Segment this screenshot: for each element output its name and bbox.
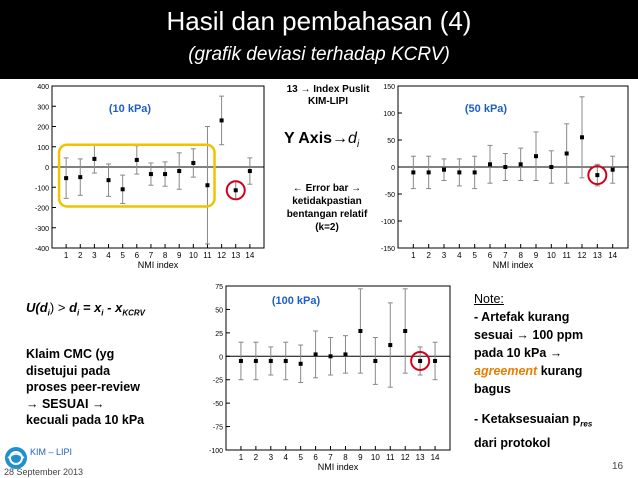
x-axis-label: NMI index (137, 260, 179, 268)
slide-title: Hasil dan pembahasan (4) (166, 6, 472, 36)
y-tick-label: -50 (212, 401, 223, 409)
note-line-4 (474, 362, 592, 380)
data-point (78, 175, 82, 179)
y-axis-note-prefix: Y Axis→ (284, 130, 349, 147)
x-tick-label: 14 (430, 453, 440, 462)
data-point (92, 157, 96, 161)
y-tick-label: 0 (45, 165, 49, 172)
data-point (107, 178, 111, 182)
y-tick-label: 0 (391, 165, 395, 172)
x-tick-label: 6 (134, 251, 140, 260)
x-tick-label: 4 (283, 453, 288, 462)
x-tick-label: 13 (592, 251, 602, 260)
x-tick-label: 5 (472, 251, 477, 260)
y-tick-label: 75 (215, 284, 223, 291)
x-tick-label: 7 (328, 453, 333, 462)
x-tick-label: 10 (188, 251, 198, 260)
data-point (611, 168, 615, 172)
x-tick-label: 10 (370, 453, 380, 462)
index-annotation: 13 → Index Puslit KIM-LIPI (286, 84, 370, 107)
data-point (473, 170, 477, 174)
y-tick-label: 50 (215, 307, 223, 315)
data-point (239, 359, 243, 363)
note-line-3: pada 10 kPa → (474, 346, 563, 360)
footer-date: 28 September 2013 (4, 467, 84, 477)
chart-50kpa-svg (366, 80, 636, 268)
data-point (388, 343, 392, 347)
formula-kcrv: KCRV (122, 308, 145, 318)
y-tick-label: -150 (380, 246, 395, 253)
error-bar-note: ← Error bar → ketidakpastian bentangan relatif (k=2) (286, 183, 368, 233)
x-tick-label: 2 (78, 251, 83, 260)
x-tick-label: 11 (562, 251, 571, 260)
note-kurang: kurang (537, 364, 583, 378)
formula-sub: i (47, 308, 50, 318)
y-tick-label: -200 (34, 205, 49, 213)
formula-d: d (39, 300, 48, 315)
x-tick-label: 1 (238, 453, 244, 462)
y-tick-label: 150 (383, 84, 395, 91)
claim-line-3: proses peer-review (26, 380, 140, 394)
x-tick-label: 12 (577, 251, 587, 260)
data-point (299, 362, 303, 366)
y-tick-label: 100 (383, 111, 395, 118)
y-axis-note (284, 130, 359, 150)
y-tick-label: 0 (219, 354, 223, 362)
chart-10kpa (18, 80, 273, 268)
data-point (314, 352, 318, 356)
claim-block (26, 346, 144, 429)
formula-d-2: d (69, 300, 78, 315)
x-tick-label: 10 (546, 251, 556, 260)
deviation-formula (26, 300, 145, 318)
y-tick-label: -75 (212, 424, 223, 432)
y-tick-label: 100 (37, 144, 49, 152)
chart-title: (100 kPa) (271, 295, 321, 307)
data-point (149, 172, 153, 176)
y-tick-label: -100 (34, 185, 49, 193)
x-axis-label: NMI index (492, 260, 534, 268)
y-tick-label: -300 (34, 225, 49, 233)
slide-subtitle: (grafik deviasi terhadap KCRV) (188, 44, 450, 65)
claim-line-2: disetujui pada (26, 363, 111, 378)
x-tick-label: 2 (253, 453, 259, 462)
data-point (269, 359, 273, 363)
footer-org: KIM – LIPI (30, 447, 73, 457)
note-title: Note: (474, 292, 504, 306)
x-tick-label: 6 (487, 251, 493, 260)
note-line-2: sesuai → 100 ppm (474, 328, 584, 342)
data-point (121, 187, 125, 191)
x-tick-label: 8 (162, 251, 168, 260)
x-tick-label: 5 (298, 453, 303, 462)
data-point (457, 170, 461, 174)
x-tick-label: 2 (426, 251, 431, 260)
x-tick-label: 8 (343, 453, 348, 462)
note2-prefix: - Ketaksesuaian p (474, 412, 581, 426)
formula-sub-3: i (101, 308, 104, 318)
data-point (191, 161, 195, 165)
x-tick-label: 3 (441, 251, 447, 260)
data-point (519, 162, 523, 166)
data-point (220, 118, 224, 122)
x-tick-label: 4 (457, 251, 462, 260)
y-tick-label: -100 (380, 219, 395, 226)
claim-line-1: Klaim CMC (yg (26, 347, 115, 361)
data-point (488, 162, 492, 166)
formula-gt: ) > (49, 300, 70, 315)
x-tick-label: 13 (415, 453, 425, 462)
x-tick-label: 7 (503, 251, 508, 260)
x-tick-label: 7 (148, 251, 154, 260)
y-tick-label: 50 (387, 138, 395, 145)
note-agreement: agreement (474, 364, 538, 378)
data-point (534, 154, 538, 158)
y-tick-label: -50 (384, 192, 395, 199)
data-point (163, 172, 167, 176)
y-tick-label: 400 (37, 84, 49, 91)
data-point (248, 169, 252, 173)
data-point (442, 168, 446, 172)
data-point (549, 165, 553, 169)
y-tick-label: 300 (37, 104, 49, 112)
x-tick-label: 1 (411, 251, 416, 260)
chart-title: (50 kPa) (464, 103, 508, 115)
x-tick-label: 8 (518, 251, 523, 260)
formula-minus: - x (103, 300, 123, 315)
x-tick-label: 1 (63, 251, 69, 260)
chart-50kpa (366, 80, 636, 268)
y-tick-label: -400 (34, 246, 49, 253)
data-point (411, 170, 415, 174)
note2-line-1 (474, 410, 592, 434)
x-tick-label: 5 (120, 251, 125, 260)
x-tick-label: 12 (400, 453, 410, 462)
data-point (205, 183, 209, 187)
x-tick-label: 11 (203, 251, 212, 260)
data-point (580, 135, 584, 139)
x-tick-label: 3 (92, 251, 97, 260)
data-point (373, 359, 377, 363)
x-axis-label: NMI index (317, 462, 359, 472)
y-tick-label: 25 (215, 330, 223, 338)
data-point (427, 170, 431, 174)
data-point (343, 352, 347, 356)
x-tick-label: 11 (386, 453, 395, 462)
x-tick-label: 14 (245, 251, 255, 260)
y-axis-note-sub: i (356, 139, 360, 151)
note-line-1: - Artefak kurang (474, 310, 570, 324)
page-number: 16 (612, 461, 624, 472)
data-point (503, 165, 507, 169)
x-tick-label: 13 (231, 251, 241, 260)
x-tick-label: 6 (313, 453, 318, 462)
note-line-5: bagus (474, 382, 511, 396)
data-point (433, 359, 437, 363)
data-point (135, 158, 139, 162)
x-tick-label: 3 (268, 453, 274, 462)
claim-line-4: → SESUAI → (26, 396, 105, 411)
data-point (64, 176, 68, 180)
y-tick-label: -100 (208, 448, 223, 455)
data-point (358, 329, 362, 333)
data-point (234, 188, 238, 192)
y-tick-label: 200 (37, 124, 49, 132)
x-tick-label: 9 (358, 453, 363, 462)
data-point (565, 152, 569, 156)
data-point (418, 359, 422, 363)
formula-sub-2: i (77, 308, 80, 318)
data-point (595, 173, 599, 177)
data-point (177, 169, 181, 173)
x-tick-label: 12 (217, 251, 227, 260)
note2-line-2: dari protokol (474, 435, 551, 450)
chart-title: (10 kPa) (108, 103, 152, 115)
title-bar (0, 0, 638, 79)
x-tick-label: 9 (533, 251, 539, 260)
data-point (329, 354, 333, 358)
chart-10kpa-svg (18, 80, 273, 268)
x-tick-label: 4 (106, 251, 111, 260)
data-point (284, 359, 288, 363)
note-block (474, 290, 592, 452)
note2-sub: res (580, 419, 593, 429)
data-point (403, 329, 407, 333)
x-tick-label: 14 (608, 251, 618, 260)
claim-line-5: kecuali pada 10 kPa (26, 413, 145, 427)
plot-frame (226, 286, 450, 450)
y-tick-label: -25 (212, 377, 223, 385)
formula-u: U( (26, 300, 40, 315)
chart-100kpa-svg (196, 280, 456, 476)
data-point (254, 359, 258, 363)
x-tick-label: 9 (176, 251, 182, 260)
formula-eq: = x (79, 300, 102, 315)
y-axis-note-var: d (348, 130, 357, 147)
chart-100kpa (196, 280, 456, 476)
